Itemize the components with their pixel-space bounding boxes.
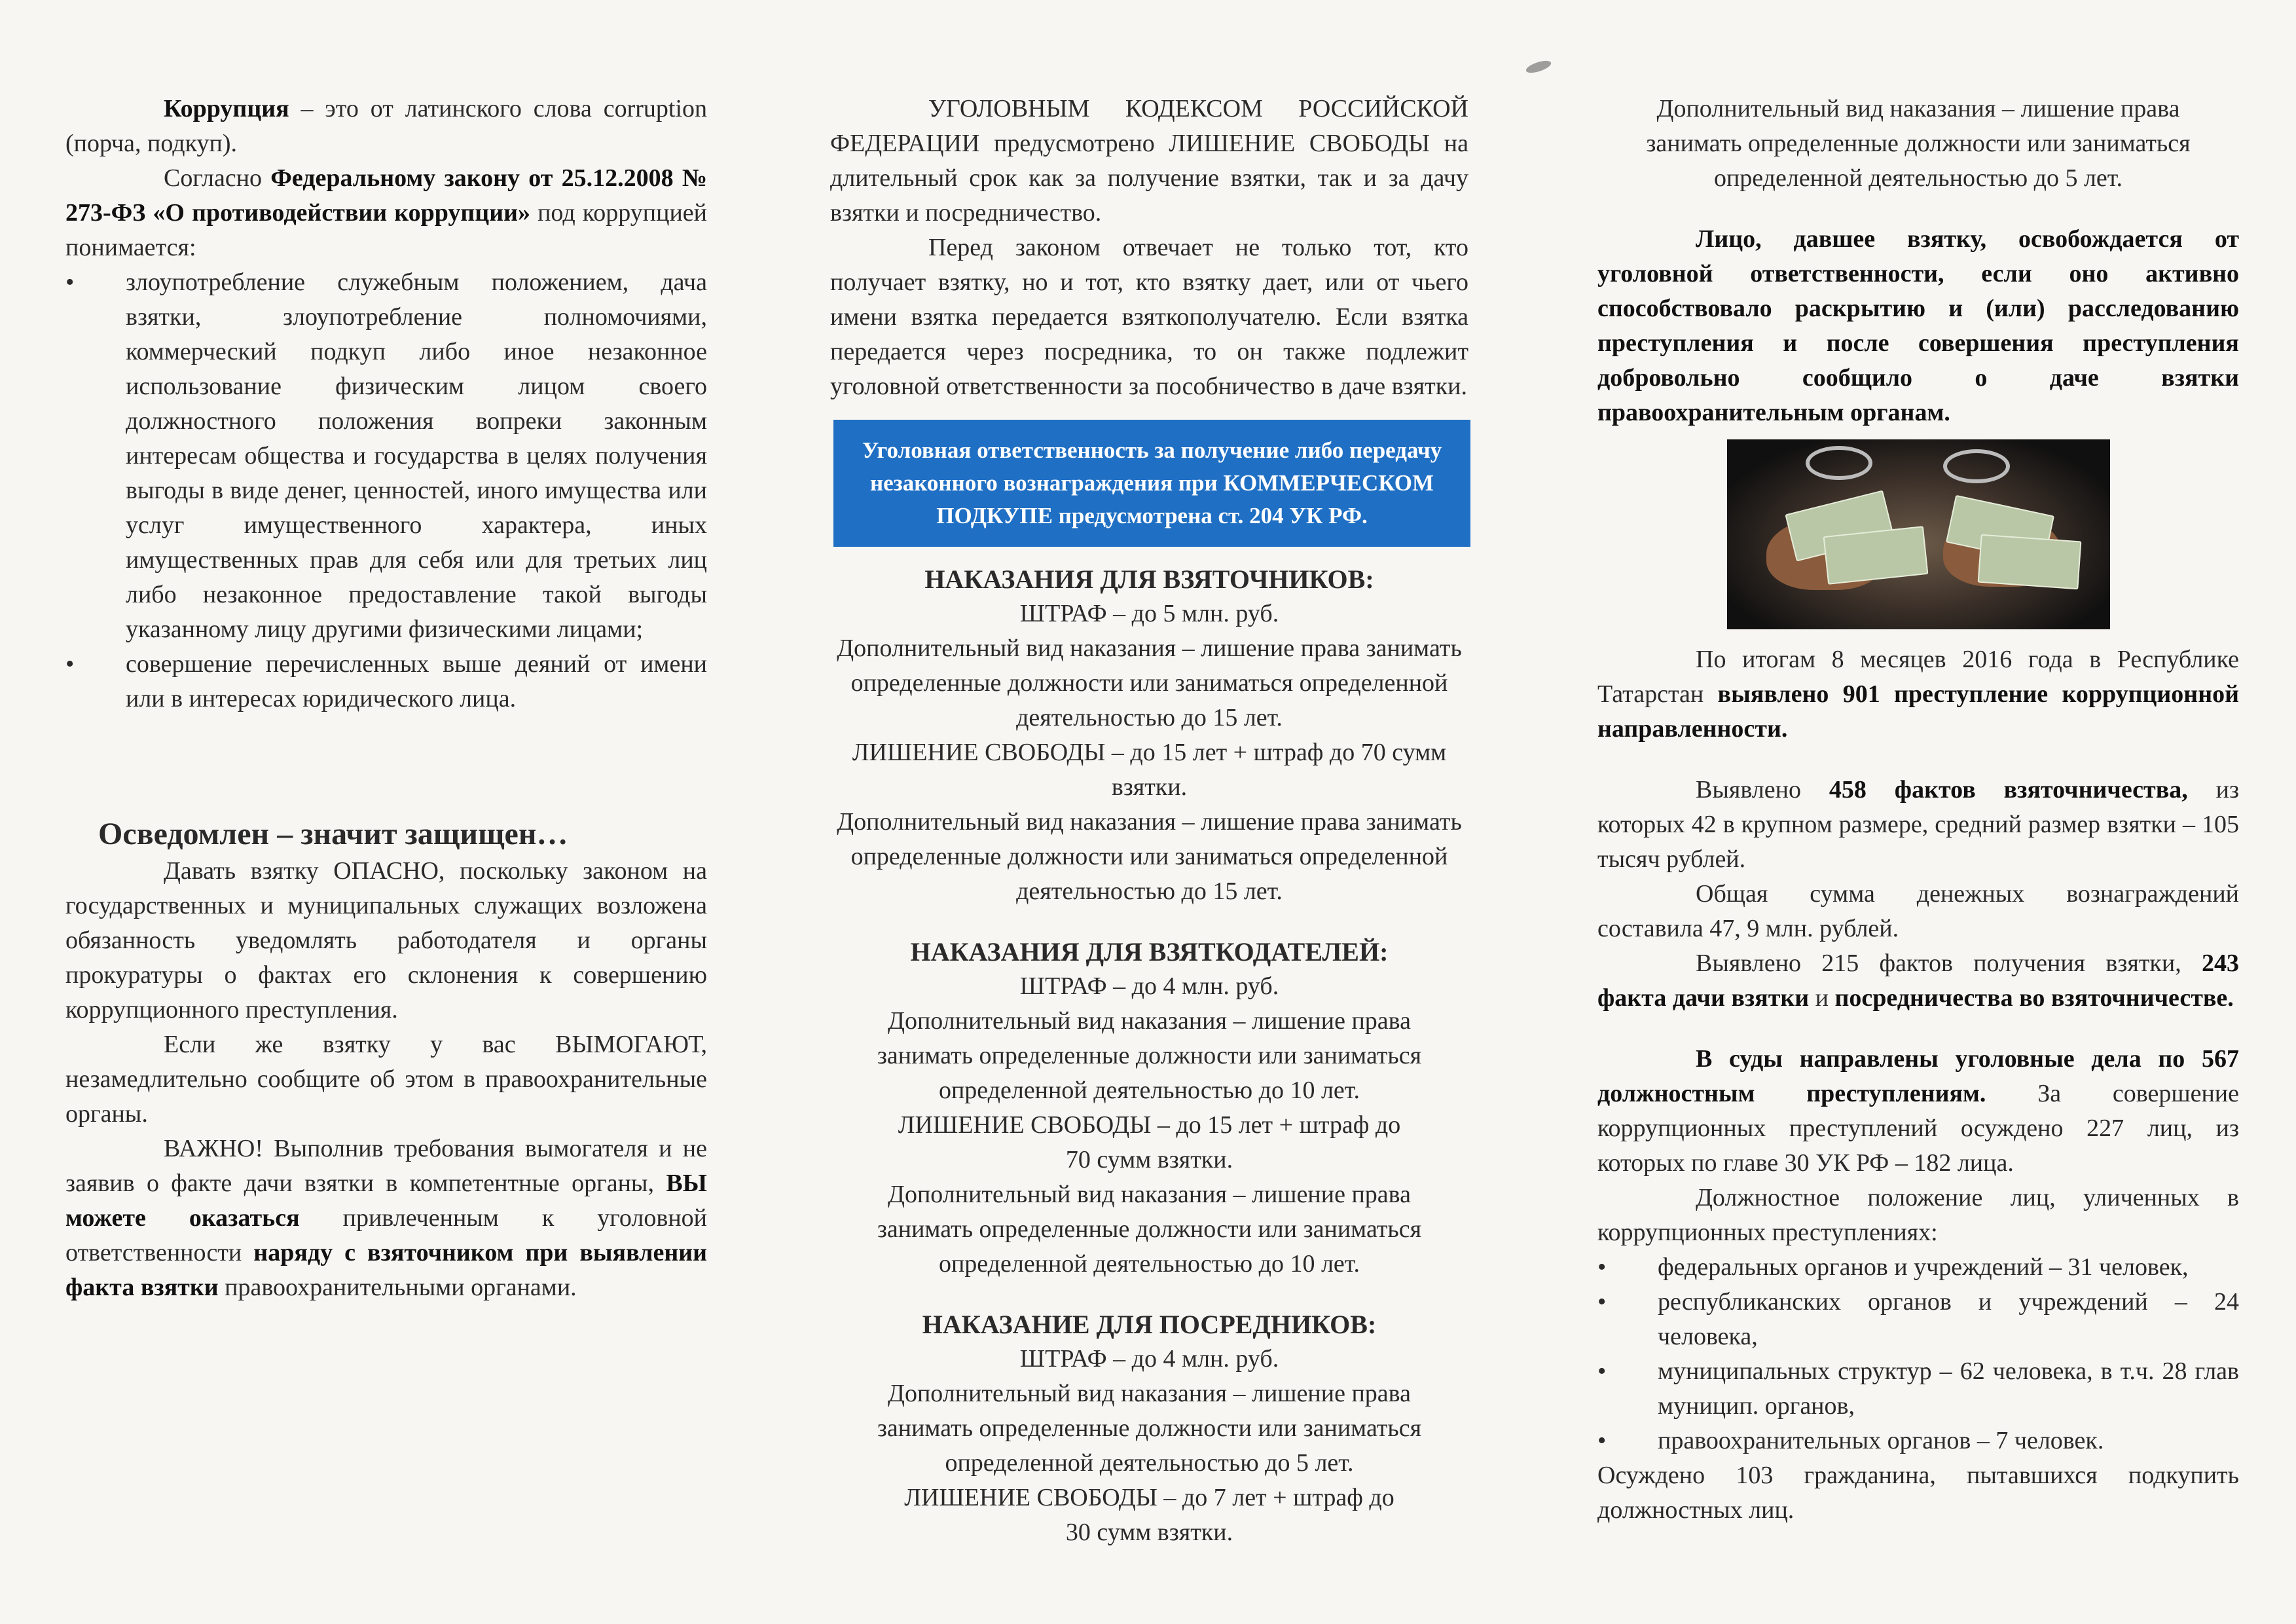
scan-smudge [1525,58,1552,75]
important-text: привлеченным к уголовной ответственности [65,1204,707,1266]
stat-bold: выявлено 901 преступление коррупционной направленности. [1597,680,2239,743]
penalty-fine: ШТРАФ – до 4 млн. руб. [1019,972,1279,1000]
important-bold: ВЫ можете оказаться [65,1170,707,1232]
penalty-fine: ШТРАФ – до 4 млн. руб. [1019,1345,1279,1373]
list-item: • республиканских органов и учреждений – 24 человека, [1597,1285,2239,1354]
stat-bold: 243 факта дачи взятки [1597,950,2239,1012]
handcuffed-hands-money-photo [1727,439,2110,629]
penalty-prison: ЛИШЕНИЕ СВОБОДЫ – до 15 лет + штраф до 70 сумм взятки. [852,739,1447,801]
important-paragraph [65,1132,707,1305]
list-item: • муниципальных структур – 62 человека, в т.ч. 28 глав муницип. органов, [1597,1354,2239,1424]
important-bold: наряду с взяточником при выявлении факта взятки [65,1239,708,1301]
list-item: • правоохранительных органов – 7 человек. [1597,1424,2239,1458]
stat-bold: 458 фактов взяточничества, [1829,776,2188,803]
penalties-intermediaries [830,1308,1468,1550]
penalty-extra: Дополнительный вид наказания – лишение права занимать определенные должности или заниматься определенной деятельностью до 10 лет. [877,1007,1422,1104]
penalty-extra: Дополнительный вид наказания – лишение права занимать определенные должности или заниматься определенной деятельностью до 5 лет. [877,1380,1422,1477]
term-corruption: Коррупция [164,95,289,122]
stat-text: из которых 42 в крупном размере, средний размер взятки – 105 тысяч рублей. [1597,776,2239,873]
definition-text: – это от латинского слова corruption (порча, подкуп). [65,95,707,157]
bribe-received-paragraph [1597,946,2239,1016]
slogan-heading: Осведомлен – значит защищен… [98,817,568,851]
section-heading: НАКАЗАНИЯ ДЛЯ ВЗЯТОЧНИКОВ: [924,564,1374,594]
positions-list [1597,1250,2239,1458]
penalty-prison: ЛИШЕНИЕ СВОБОДЫ – до 15 лет + штраф до 70 сумм взятки. [898,1111,1401,1173]
crimes-detected-paragraph [1597,642,2239,747]
column-penalties [830,92,1468,1550]
penalty-extra: Дополнительный вид наказания – лишение права занимать определенные должности или заниматься определенной деятельностью до 10 лет. [877,1181,1422,1278]
definition-paragraph [65,92,707,161]
danger-paragraph: Давать взятку ОПАСНО, поскольку законом на государственных и муниципальных служащих возложена обязанность уведомлять работодателя и органы прокуратуры о фактах его склонения к совершению коррупционного преступления. [65,857,707,1024]
section-heading: НАКАЗАНИЕ ДЛЯ ПОСРЕДНИКОВ: [922,1310,1377,1339]
penalty-extra: Дополнительный вид наказания – лишение права занимать определенные должности или заниматься определенной деятельностью до 15 лет. [837,808,1462,905]
important-text: правоохранительными органами. [218,1274,577,1301]
criminal-code-paragraph: УГОЛОВНЫМ КОДЕКСОМ РОССИЙСКОЙ ФЕДЕРАЦИИ предусмотрено ЛИШЕНИЕ СВОБОДЫ на длительный срок как за получение взятки, так и за дачу взятки и посредничество. [830,95,1468,227]
stat-text: Выявлено [1696,776,1829,803]
stat-bold: В суды направлены уголовные дела по 567 должностным преступлениям. [1597,1045,2239,1107]
column-statistics [1597,92,2239,1528]
exemption-paragraph [1597,222,2239,430]
penalties-bribe-givers [830,935,1468,1282]
additional-penalty-paragraph: Дополнительный вид наказания – лишение права занимать определенные должности или заниматься определенной деятельностью до 5 лет. [1646,95,2191,192]
bribery-facts-paragraph [1597,773,2239,877]
stat-text: За совершение коррупционных преступлений осуждено 227 лиц, из которых по главе 30 УК РФ – 182 лица. [1597,1080,2239,1177]
exemption-text: Лицо, давшее взятку, освобождается от уголовной ответственности, если оно активно способствовало раскрытию и (или) расследованию преступления и после совершения преступления добровольно сообщило о даче взятки правоохранительным органам. [1597,225,2239,426]
corruption-list [65,265,707,716]
law-paragraph [65,161,707,265]
list-item: • злоупотребление служебным положением, дача взятки, злоупотребление полномочиями, коммерческий подкуп либо иное незаконное использование физическим лицом своего должностного положения вопреки законным интересам общества и государства в целях получения выгоды в виде денег, ценностей, иного имущества или услуг имущественного характера, иных имущественных прав для себя или для третьих лиц либо незаконное предоставление такой выгоды указанному лицу другими физическими лицами; [65,265,707,647]
commercial-bribery-box: Уголовная ответственность за получение либо передачу незаконного вознаграждения при КОММЕРЧЕСКОМ ПОДКУПЕ предусмотрена ст. 204 УК РФ. [833,420,1470,547]
convicted-citizens-paragraph: Осуждено 103 гражданина, пытавшихся подкупить должностных лиц. [1597,1462,2239,1524]
penalties-bribe-takers [830,563,1468,909]
law-reference: Федеральному закону от 25.12.2008 № 273-ФЗ «О противодействии коррупции» [65,164,707,227]
column-definition [65,92,707,1305]
stat-text: и [1809,984,1835,1012]
important-text: ВАЖНО! Выполнив требования вымогателя и не заявив о факте дачи взятки в компетентные органы, [65,1135,707,1197]
list-item: • федеральных органов и учреждений – 31 человек, [1597,1250,2239,1285]
extortion-paragraph: Если же взятку у вас ВЫМОГАЮТ, незамедлительно сообщите об этом в правоохранительные органы. [65,1031,707,1128]
stat-text: По итогам 8 месяцев 2016 года в Республике Татарстан [1597,646,2239,708]
total-sum-paragraph: Общая сумма денежных вознаграждений составила 47, 9 млн. рублей. [1597,880,2239,942]
positions-paragraph: Должностное положение лиц, уличенных в коррупционных преступлениях: [1597,1184,2239,1246]
stat-bold: посредничества во взяточничестве. [1834,984,2234,1012]
stat-text: Выявлено 215 фактов получения взятки, [1696,950,2202,977]
court-cases-paragraph [1597,1042,2239,1181]
penalty-extra: Дополнительный вид наказания – лишение права занимать определенные должности или заниматься определенной деятельностью до 15 лет. [837,635,1462,731]
liability-paragraph: Перед законом отвечает не только тот, кто получает взятку, но и тот, кто взятку дает, или от чьего имени взятка передается взяткополучателю. Если взятка передается через посредника, то он также подлежит уголовной ответственности за пособничество в даче взятки. [830,234,1468,400]
penalty-fine: ШТРАФ – до 5 млн. руб. [1019,600,1279,627]
section-heading: НАКАЗАНИЯ ДЛЯ ВЗЯТКОДАТЕЛЕЙ: [910,937,1389,967]
law-intro: Согласно [164,164,271,192]
penalty-prison: ЛИШЕНИЕ СВОБОДЫ – до 7 лет + штраф до 30 сумм взятки. [904,1484,1394,1546]
law-rest: под коррупцией понимается: [65,199,707,261]
list-item: • совершение перечисленных выше деяний от имени или в интересах юридического лица. [65,647,707,716]
